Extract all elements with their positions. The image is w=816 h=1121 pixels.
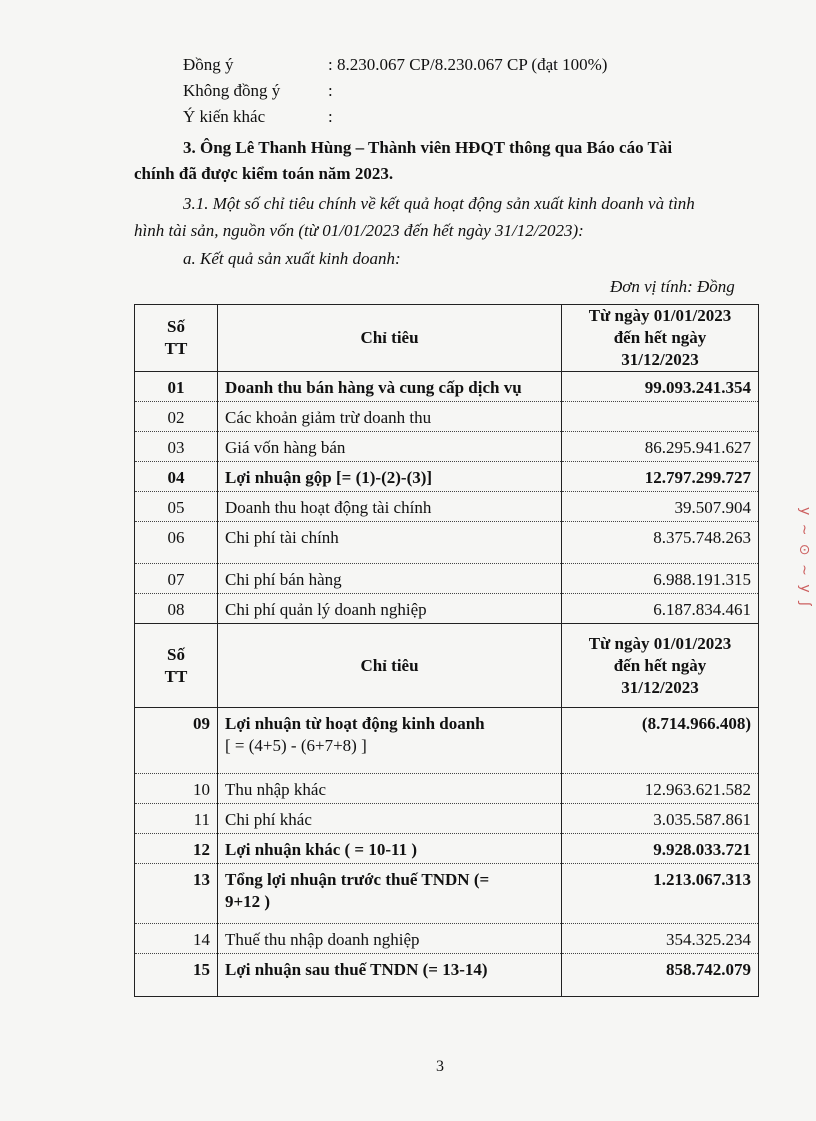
table-row (135, 804, 759, 834)
table-row (135, 522, 759, 564)
table-row (135, 834, 759, 864)
row-item-text: Chi phí khác (225, 810, 312, 829)
row-value: 12.797.299.727 (562, 462, 759, 492)
row-item-text: Doanh thu hoạt động tài chính (225, 498, 432, 517)
table-header-row (135, 305, 759, 372)
row-item-text: Các khoản giảm trừ doanh thu (225, 408, 432, 427)
margin-handwriting: ʃ ʎ ~ ⊙ ~ ʎ (797, 505, 813, 606)
section-heading-line1: 3. Ông Lê Thanh Hùng – Thành viên HĐQT thông qua Báo cáo Tài (183, 138, 673, 157)
row-item-text: Lợi nhuận gộp [= (1)-(2)-(3)] (225, 468, 433, 487)
row-number: 11 (135, 804, 218, 834)
vote-disagree-row (183, 81, 333, 101)
row-number: 01 (135, 372, 218, 402)
row-number: 08 (135, 594, 218, 624)
row-item-text-cont: [ = (4+5) - (6+7+8) ] (225, 736, 367, 755)
row-value: 9.928.033.721 (562, 834, 759, 864)
row-item (218, 774, 562, 804)
row-item-text: Thuế thu nhập doanh nghiệp (225, 930, 420, 949)
row-value: 1.213.067.313 (562, 864, 759, 924)
row-item (218, 804, 562, 834)
row-number: 09 (135, 708, 218, 774)
table-row (135, 594, 759, 624)
subsection-line1: 3.1. Một số chỉ tiêu chính về kết quả hoạt động sản xuất kinh doanh và tình (183, 194, 695, 213)
row-number: 07 (135, 564, 218, 594)
row-item (218, 432, 562, 462)
table-row (135, 708, 759, 774)
vote-disagree-label: Không đồng ý (183, 81, 281, 100)
row-value: 858.742.079 (562, 954, 759, 997)
row-number: 05 (135, 492, 218, 522)
row-item (218, 402, 562, 432)
row-value: 39.507.904 (562, 492, 759, 522)
row-item-text: Lợi nhuận sau thuế TNDN (= 13-14) (225, 960, 488, 979)
row-item (218, 954, 562, 997)
subsection-line2: hình tài sản, nguồn vốn (từ 01/01/2023 đến hết ngày 31/12/2023): (134, 221, 584, 240)
row-item (218, 492, 562, 522)
row-item (218, 564, 562, 594)
section-heading-line2: chính đã được kiểm toán năm 2023. (134, 164, 394, 183)
row-number: 15 (135, 954, 218, 997)
vote-other-row (183, 107, 333, 127)
unit-label: Đơn vị tính: Đồng (610, 277, 735, 296)
row-item (218, 594, 562, 624)
vote-agree-value: : 8.230.067 CP/8.230.067 CP (đạt 100%) (328, 55, 608, 74)
table-row (135, 432, 759, 462)
vote-disagree-value: : (328, 81, 333, 100)
row-number: 10 (135, 774, 218, 804)
row-item (218, 834, 562, 864)
row-value (562, 402, 759, 432)
row-item (218, 522, 562, 564)
row-number: 14 (135, 924, 218, 954)
row-number: 12 (135, 834, 218, 864)
header-item: Chỉ tiêu (218, 624, 562, 708)
row-item (218, 864, 562, 924)
table-row (135, 864, 759, 924)
header-no: Số TT (135, 305, 218, 372)
header-no: Số TT (135, 624, 218, 708)
financial-results-table (134, 304, 759, 997)
table-row (135, 372, 759, 402)
table-row (135, 402, 759, 432)
row-value: 6.988.191.315 (562, 564, 759, 594)
row-value: (8.714.966.408) (562, 708, 759, 774)
row-item-text: Lợi nhuận từ hoạt động kinh doanh (225, 714, 485, 733)
row-value: 354.325.234 (562, 924, 759, 954)
row-item-text: Tổng lợi nhuận trước thuế TNDN (= (225, 870, 490, 889)
header-value: Từ ngày 01/01/2023 đến hết ngày 31/12/2023 (562, 624, 759, 708)
row-item (218, 462, 562, 492)
table-row (135, 462, 759, 492)
row-value: 8.375.748.263 (562, 522, 759, 564)
table-row (135, 564, 759, 594)
table-header-row (135, 624, 759, 708)
row-item (218, 372, 562, 402)
header-value: Từ ngày 01/01/2023 đến hết ngày 31/12/2023 (562, 305, 759, 372)
row-item-text: Lợi nhuận khác ( = 10-11 ) (225, 840, 417, 859)
row-number: 02 (135, 402, 218, 432)
vote-agree-label: Đồng ý (183, 55, 234, 74)
page-number: 3 (436, 1058, 444, 1075)
table-row (135, 492, 759, 522)
row-item-text: Doanh thu bán hàng và cung cấp dịch vụ (225, 378, 522, 397)
vote-agree-row (183, 55, 607, 75)
row-item (218, 708, 562, 774)
row-item-text: Chi phí tài chính (225, 528, 339, 547)
row-item (218, 924, 562, 954)
row-number: 06 (135, 522, 218, 564)
row-value: 99.093.241.354 (562, 372, 759, 402)
row-value: 3.035.587.861 (562, 804, 759, 834)
row-value: 86.295.941.627 (562, 432, 759, 462)
row-item-text: Chi phí quản lý doanh nghiệp (225, 600, 427, 619)
row-number: 13 (135, 864, 218, 924)
row-value: 12.963.621.582 (562, 774, 759, 804)
row-item-text: Thu nhập khác (225, 780, 327, 799)
row-number: 04 (135, 462, 218, 492)
table-row (135, 924, 759, 954)
vote-other-value: : (328, 107, 333, 126)
header-item: Chỉ tiêu (218, 305, 562, 372)
row-number: 03 (135, 432, 218, 462)
table-row (135, 774, 759, 804)
item-a-label: a. Kết quả sản xuất kinh doanh: (183, 249, 401, 268)
row-item-text: Giá vốn hàng bán (225, 438, 346, 457)
table-row (135, 954, 759, 997)
row-value: 6.187.834.461 (562, 594, 759, 624)
row-item-text: Chi phí bán hàng (225, 570, 342, 589)
row-item-text-cont: 9+12 ) (225, 892, 271, 911)
vote-other-label: Ý kiến khác (183, 107, 266, 126)
